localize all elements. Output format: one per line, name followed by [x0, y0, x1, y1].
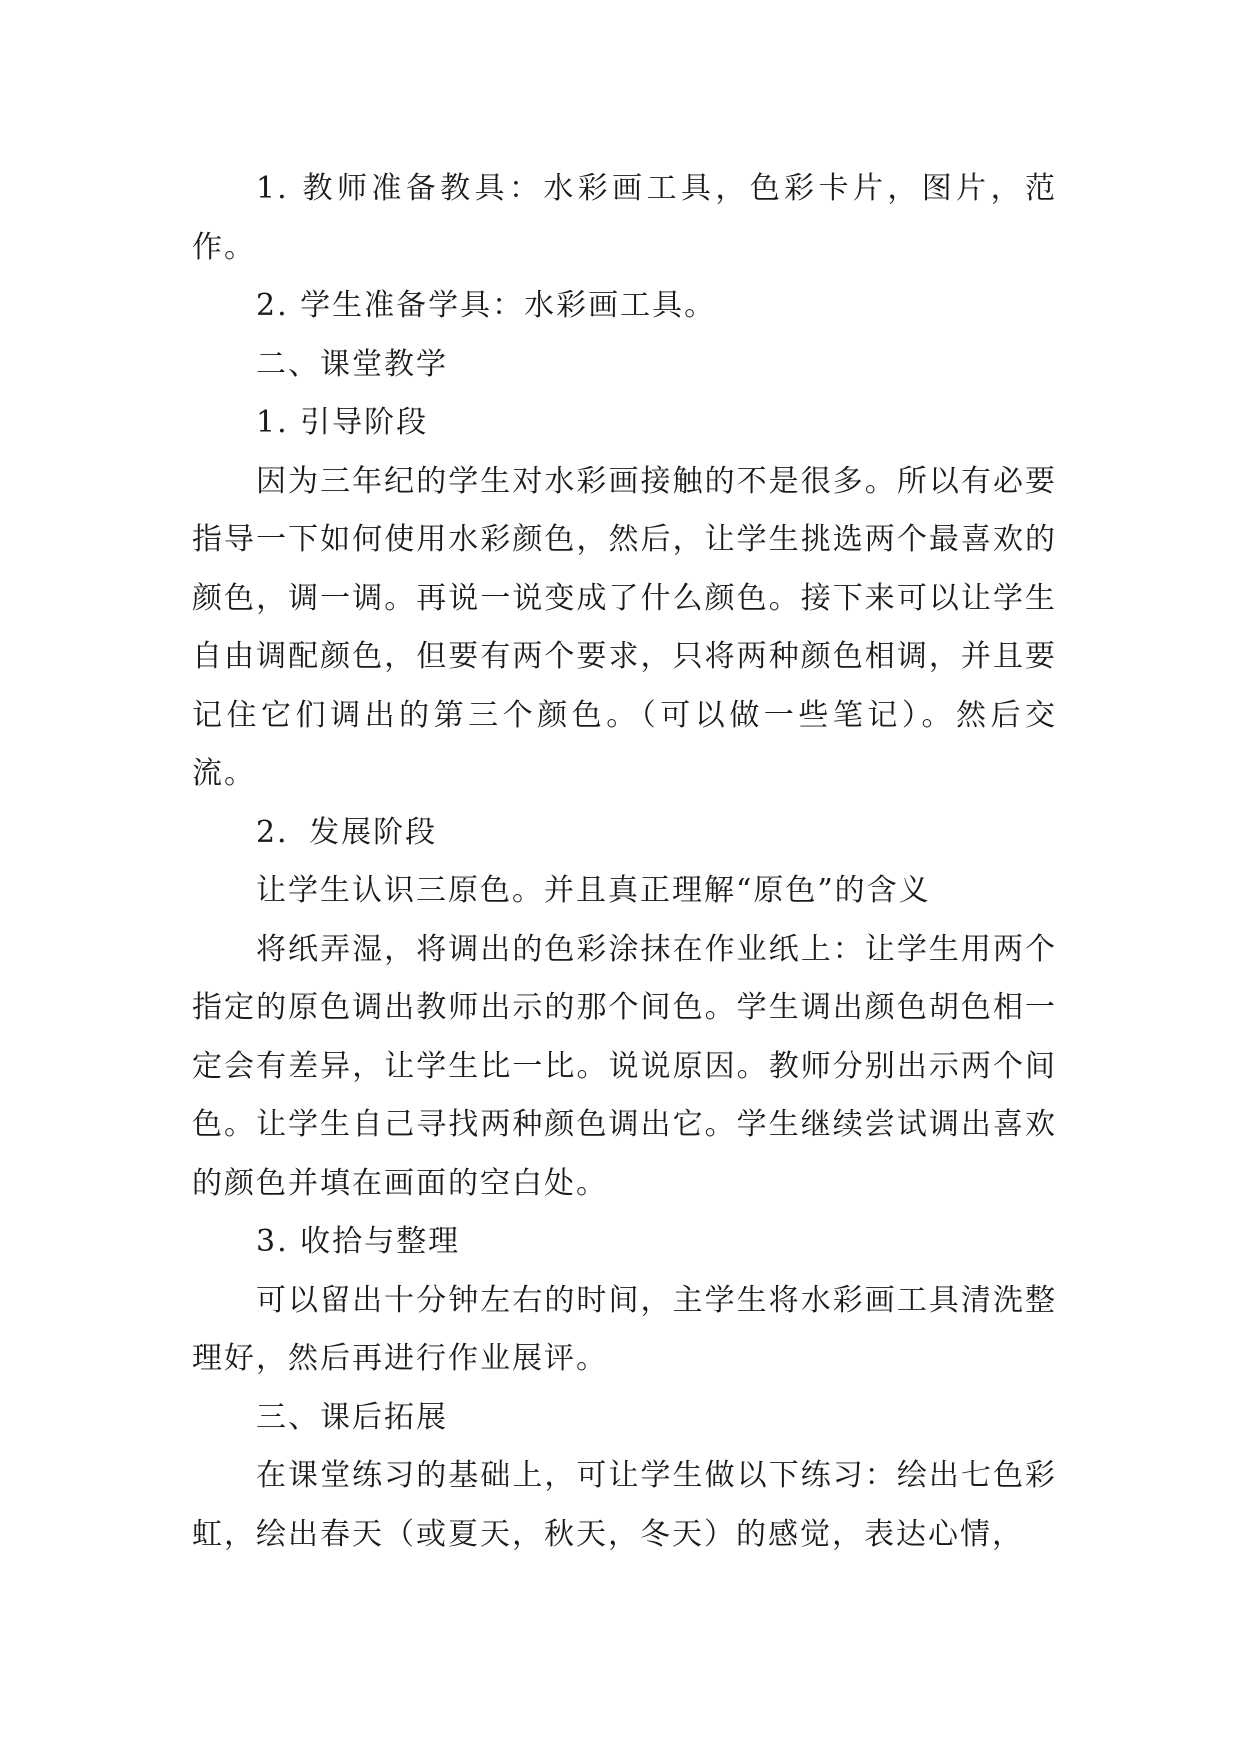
- heading-classroom-teaching: 二、课堂教学: [256, 346, 448, 382]
- heading-guidance-stage: 1. 引导阶段: [256, 405, 429, 440]
- document-body: [192, 160, 1057, 1564]
- paragraph-mixing-practice: 将纸弄湿，将调出的色彩涂抹在作业纸上：让学生用两个指定的原色调出教师出示的那个间色。学生调出颜色胡色相一定会有差异，让学生比一比。说说原因。教师分别出示两个间色。让学生自己寻找两种颜色调出它。学生继续尝试调出喜欢的颜色并填在画面的空白处。: [192, 931, 1057, 1201]
- paragraph-teacher-prep: 1. 教师准备教具：水彩画工具，色彩卡片，图片，范作。: [192, 171, 1057, 265]
- paragraph-student-prep: 2. 学生准备学具：水彩画工具。: [256, 288, 717, 323]
- heading-cleanup: 3. 收拾与整理: [256, 1224, 461, 1259]
- heading-extension: 三、课后拓展: [256, 1399, 448, 1435]
- heading-development-stage: 2．发展阶段: [256, 814, 438, 850]
- paragraph-guidance: 因为三年纪的学生对水彩画接触的不是很多。所以有必要指导一下如何使用水彩颜色，然后，让学生挑选两个最喜欢的颜色，调一调。再说一说变成了什么颜色。接下来可以让学生自由调配颜色，但要有两个要求，只将两种颜色相调，并且要记住它们调出的第三个颜色。（可以做一些笔记）。然后交流。: [192, 463, 1057, 791]
- paragraph-primary-colors: 让学生认识三原色。并且真正理解“原色”的含义: [256, 873, 931, 908]
- paragraph-extension: 在课堂练习的基础上，可让学生做以下练习：绘出七色彩虹，绘出春天（或夏天，秋天，冬天）的感觉，表达心情，: [192, 1458, 1057, 1552]
- paragraph-cleanup: 可以留出十分钟左右的时间，主学生将水彩画工具清洗整理好，然后再进行作业展评。: [192, 1282, 1057, 1376]
